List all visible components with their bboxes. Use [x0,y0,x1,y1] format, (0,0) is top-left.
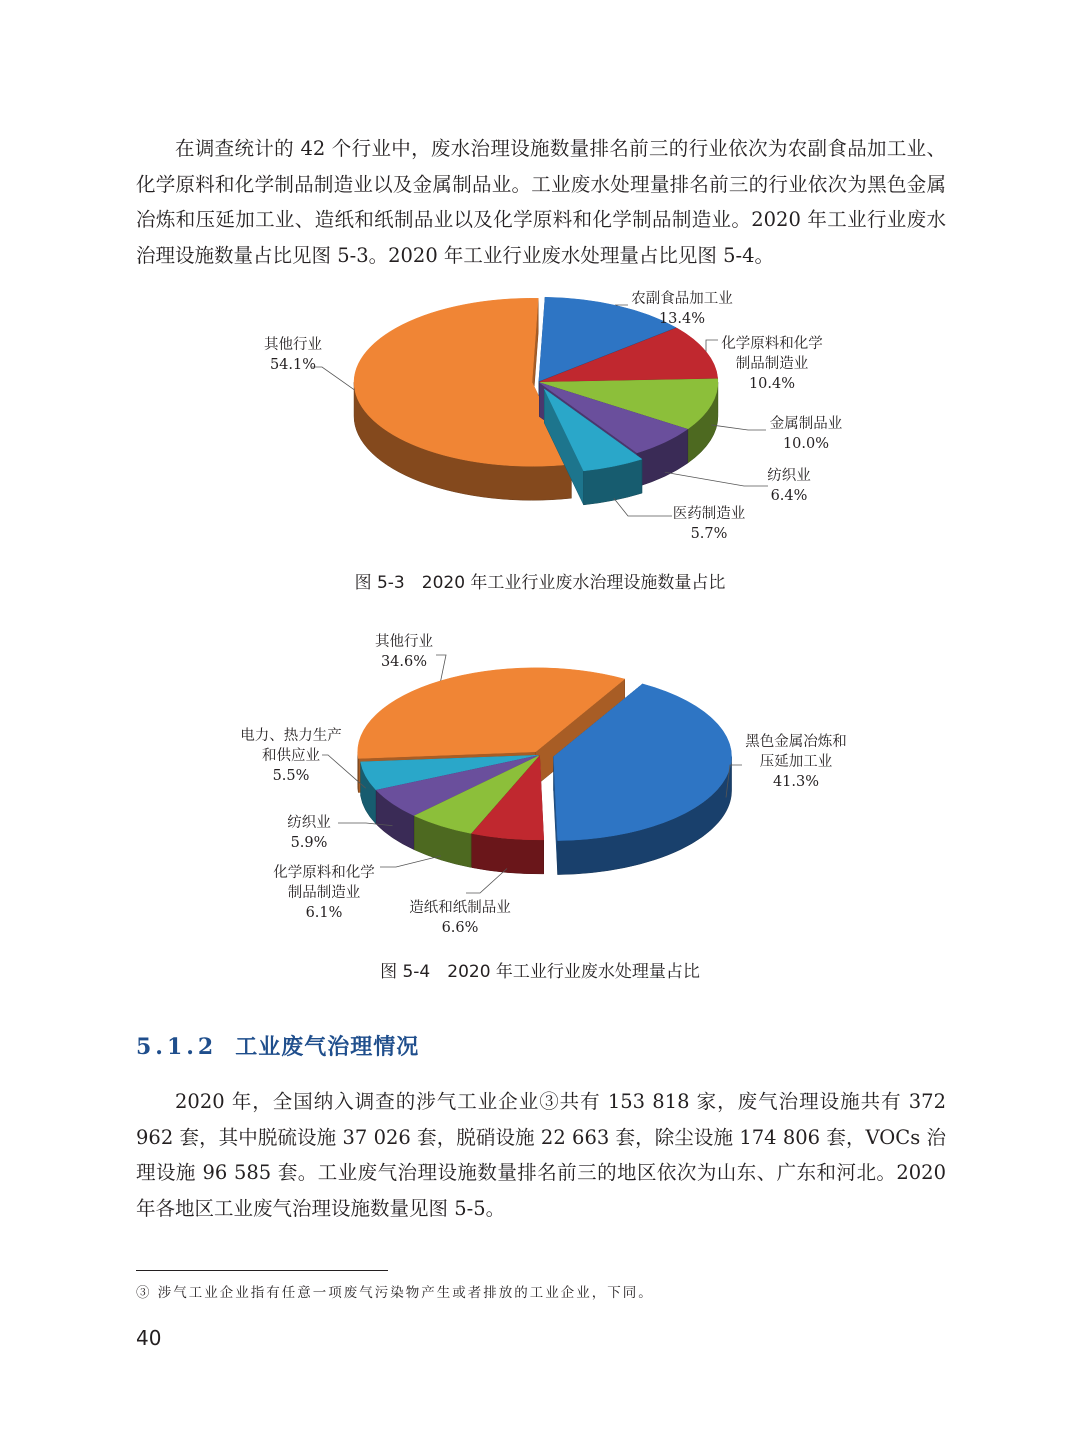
slice-label [240,726,365,788]
leader-line [312,367,355,390]
slice-name-label: 造纸和纸制品业 [409,900,511,916]
slice-label [706,335,823,392]
slice-value-label: 6.4% [770,488,808,504]
section-title: 工业废气治理情况 [235,1034,420,1060]
slice-value-label: 5.5% [272,768,310,784]
facility-count-pie-chart [0,280,1080,560]
slice-name-label: 制品制造业 [287,885,361,901]
slice-label [375,633,446,681]
footnote: ③ 涉气工业企业指有任意一项废气污染物产生或者排放的工业企业，下同。 [136,1285,654,1301]
slice-name-label: 制品制造业 [735,356,809,372]
slice-label [614,498,746,542]
slice-name-label: 化学原料和化学 [721,336,823,352]
slice-name-label: 其他行业 [264,337,322,353]
slice-value-label: 6.1% [305,905,343,921]
slice-value-label: 10.4% [748,376,796,392]
slice-name-label: 化学原料和化学 [273,865,375,881]
slice-value-label: 10.0% [782,436,830,452]
page-number: 40 [136,1326,162,1350]
slice-value-label: 5.9% [290,835,328,851]
slice-name-label: 医药制造业 [672,506,746,522]
slice-name-label: 电力、热力生产 [240,728,342,744]
slice-name-label: 纺织业 [767,468,811,484]
slice-value-label: 13.4% [658,311,706,327]
slice-name-label: 黑色金属冶炼和 [745,734,847,750]
leader-line [380,856,441,867]
slice-value-label: 54.1% [269,357,317,373]
slice-name-label: 其他行业 [375,634,433,650]
slice-label [665,467,811,504]
slice-label [711,415,842,452]
slice-name-label: 金属制品业 [769,416,843,432]
intro-paragraph: 在调查统计的 42 个行业中，废水治理设施数量排名前三的行业依次为农副食品加工业、化学原料和化学制品制造业以及金属制品业。工业废水处理量排名前三的行业依次为黑色金属冶炼和压延加工业、造纸和纸制品业以及化学原料和化学制品制造业。2020 年工业行业废水治理设施数量占比见图 5-3。2020 年工业行业废水处理量占比见图 5-4。 [136,137,946,267]
slice-name-label: 纺织业 [287,815,331,831]
slice-label [409,869,511,936]
slice-name-label: 和供应业 [262,748,320,764]
slice-value-label: 5.7% [690,526,728,542]
slice-name-label: 压延加工业 [759,754,833,770]
leader-line [614,498,672,516]
slice-value-label: 34.6% [380,654,428,670]
figure-5-4-caption: 图 5-4 2020 年工业行业废水处理量占比 [380,962,700,982]
waste-gas-paragraph: 2020 年，全国纳入调查的涉气工业企业③共有 153 818 家，废气治理设施共有 372 962 套，其中脱硫设施 37 026 套，脱硝设施 22 663 套，除尘设施 174 806 套，VOCs 治理设施 96 585 套。工业废气治理设施数量排名前三的地区依次为山东、广东和河北。2020 年各地区工业废气治理设施数量见图 5-5。 [136,1090,946,1220]
slice-label [264,336,355,390]
slice-value-label: 41.3% [772,774,820,790]
section-heading [136,1030,419,1061]
leader-line [711,425,766,430]
figure-5-3-caption: 图 5-3 2020 年工业行业废水治理设施数量占比 [354,573,726,593]
leader-line [436,655,446,681]
section-number: 5.1.2 [136,1034,218,1060]
slice-name-label: 农副食品加工业 [631,291,733,307]
leader-line [665,472,768,486]
slice-label [726,733,847,797]
pie-slice [354,298,571,500]
footnote-divider [136,1270,388,1271]
slice-value-label: 6.6% [441,920,479,936]
treatment-volume-pie-chart [0,625,1080,950]
leader-line [706,340,718,352]
